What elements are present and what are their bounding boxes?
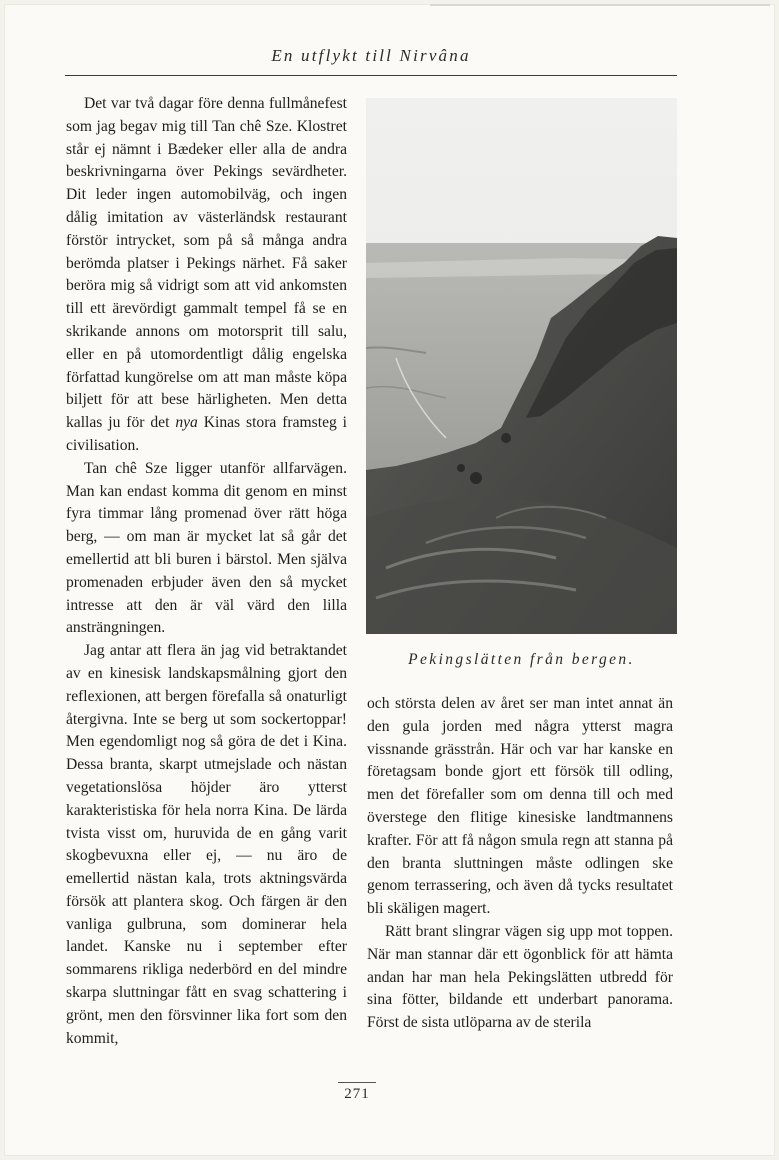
emphasis-word: nya: [175, 414, 198, 432]
right-column: [367, 693, 673, 1035]
paragraph-3: Jag antar att flera än jag vid betraktandet av en kinesisk landskapsmålning gjort den reflexionen, att bergen förefalla så onaturligt återgivna. Inte se berg ut som sockertoppar! Men egendomligt nog så göra de det i Kina. Dessa branta, skarpt utmejslade och nästan vegetationslösa höjder äro ytterst karakteristiska för hela norra Kina. De lärda tvista visst om, huruvida de en gång varit skogbevuxna eller ej, — nu äro de emellertid nästan kala, trots aktningsvärda försök att plantera skog. Och färgen är den vanliga gulbruna, som dominerar hela landet. Kanske nu i september efter sommarens rikliga nederbörd en del mindre skarpa sluttningar fått en svag schattering i grönt, men den försvinner lika fort som den kommit,: [66, 642, 347, 1047]
page-number-rule: [338, 1082, 376, 1083]
paragraph-2: Tan chê Sze ligger utanför allfarvägen. Man kan endast komma dit genom en minst fyra timmar lång promenad över rätt höga berg, — om man är mycket lat så går det emellertid att bli buren i bärstol. Men själva promenaden erbjuder även den så mycket intresse att den är väl värd den lilla ansträngningen.: [66, 459, 347, 637]
header-rule: [65, 75, 677, 76]
page-number: 271: [344, 1086, 370, 1102]
photo-graphic: [366, 98, 677, 634]
paragraph-4: och största delen av året ser man intet annat än den gula jorden med några ytterst magra vissnande grässtrån. Här och var har kanske en företagsam bonde gjort ett försök till odling, men det förefaller som om denna till och med överstege den flitige kinesiske landtmannens krafter. För att få någon smula regn att stanna på den branta sluttningen måste odlingen ske genom terrassering, och även då tycks resultatet bli skäligen magert.: [367, 695, 673, 918]
left-column: [66, 93, 347, 1050]
photo-caption: Pekingslätten från bergen.: [408, 651, 635, 668]
shrub-2: [457, 464, 465, 472]
shrub-3: [501, 433, 511, 443]
shrub: [470, 472, 482, 484]
paragraph-1: [66, 93, 347, 458]
paragraph-5: Rätt brant slingrar vägen sig upp mot toppen. När man stannar där ett ögonblick för att hämta andan har man hela Pekingslätten utbredd för sina fötter, bildande ett underbart panorama. Först de sista utlöparna av de sterila: [367, 922, 673, 1032]
paragraph-1-text: Det var två dagar före denna fullmånefest som jag begav mig till Tan chê Sze. Klostret står ej nämnt i Bædeker eller alla de andra beskrivningarna över Pekings sevärdheter. Dit leder ingen automobilväg, och ingen dålig imitation av västerländsk restaurant förstör intrycket, som på så många andra berömda platser i Pekings närhet. Få saker beröra mig så vidrigt som att vid ankomsten till ett ärevördigt gammalt tempel få se en skrikande annons om motorsprit till salu, eller en på utomordentligt dålig engelska författad kungörelse om att man måste köpa biljett för att bese härligheten. Men detta kallas ju för det: [66, 95, 347, 432]
paragraph-1-tail: Kinas stora framsteg i civilisation.: [66, 414, 348, 454]
running-head: En utflykt till Nirvâna: [271, 46, 471, 65]
photograph-peking-plain: [366, 98, 677, 634]
scan-edge: [430, 4, 770, 6]
